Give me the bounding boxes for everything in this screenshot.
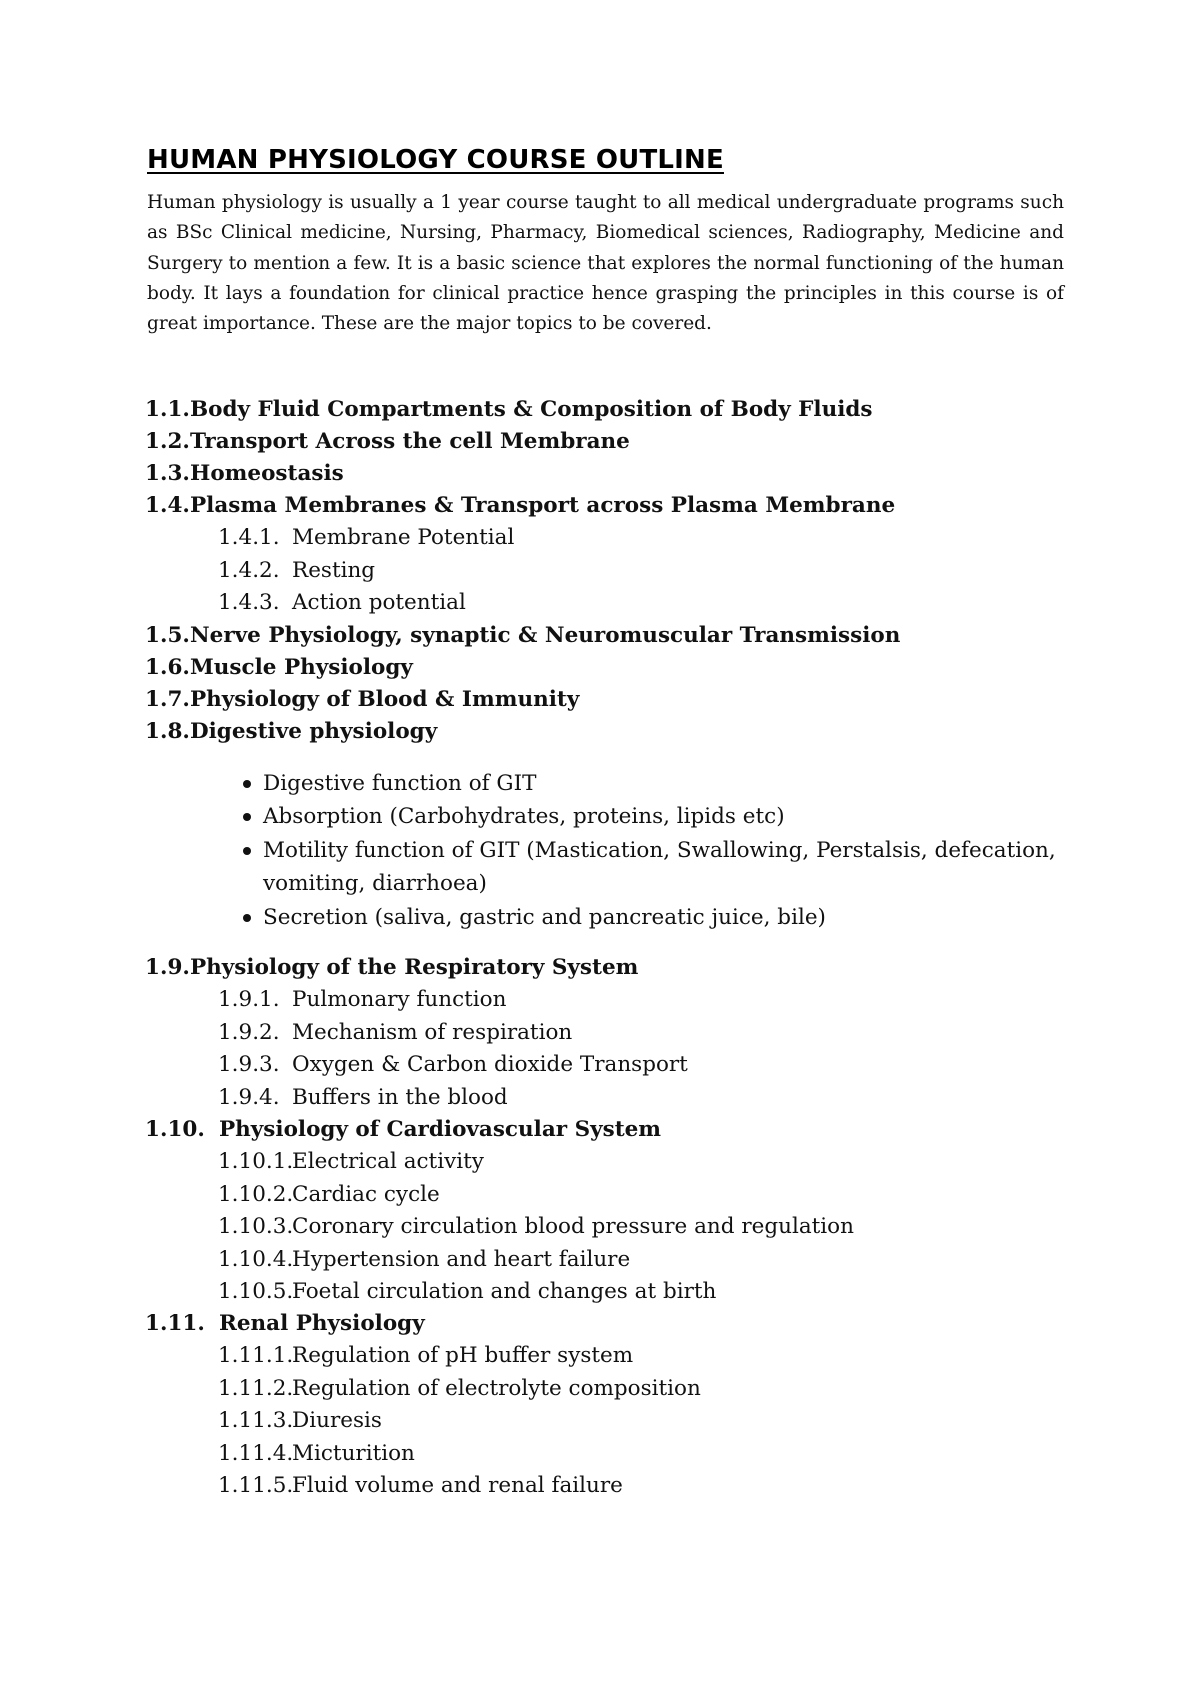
subtopic-label: Action potential bbox=[292, 590, 466, 615]
topic-number: 1.4. bbox=[145, 493, 190, 518]
topic-label: Plasma Membranes & Transport across Plasma Membrane bbox=[190, 493, 896, 518]
subtopic-number: 1.9.4. bbox=[218, 1085, 280, 1110]
bullet-icon bbox=[243, 813, 251, 821]
topic-number: 1.5. bbox=[145, 623, 190, 648]
subtopic-label: Regulation of pH buffer system bbox=[292, 1343, 634, 1368]
subtopic-number: 1.9.3. bbox=[218, 1052, 280, 1077]
topic-label: Physiology of the Respiratory System bbox=[190, 955, 639, 980]
topic-number: 1.10. bbox=[145, 1117, 205, 1142]
subtopic-label: Coronary circulation blood pressure and regulation bbox=[292, 1214, 854, 1239]
topic-label: Nerve Physiology, synaptic & Neuromuscular Transmission bbox=[190, 623, 901, 648]
subtopic-label: Resting bbox=[292, 558, 376, 583]
subtopic-number: 1.4.2. bbox=[218, 558, 280, 583]
subtopic-number: 1.4.1. bbox=[218, 525, 280, 550]
page-title: HUMAN PHYSIOLOGY COURSE OUTLINE bbox=[147, 145, 724, 175]
topic-label: Body Fluid Compartments & Composition of Body Fluids bbox=[190, 397, 873, 422]
topic-number: 1.6. bbox=[145, 655, 190, 680]
topic-label: Digestive physiology bbox=[190, 719, 438, 744]
topic-label: Physiology of Blood & Immunity bbox=[190, 687, 580, 712]
subtopic-label: Oxygen & Carbon dioxide Transport bbox=[292, 1052, 688, 1077]
bullet-item bbox=[263, 800, 1063, 833]
subtopic-label: Mechanism of respiration bbox=[292, 1020, 573, 1045]
subtopic-label: Membrane Potential bbox=[292, 525, 515, 550]
bullet-icon bbox=[243, 914, 251, 922]
subtopic-number: 1.10.1. bbox=[218, 1149, 294, 1174]
subtopic-number: 1.11.4. bbox=[218, 1441, 294, 1466]
subtopic-number: 1.11.3. bbox=[218, 1408, 294, 1433]
subtopic-label: Fluid volume and renal failure bbox=[292, 1473, 623, 1498]
topic-label: Physiology of Cardiovascular System bbox=[219, 1117, 662, 1142]
topic-number: 1.2. bbox=[145, 429, 190, 454]
intro-paragraph: Human physiology is usually a 1 year course taught to all medical undergraduate programs such as BSc Clinical medicine, Nursing, Pharmacy, Biomedical sciences, Radiography, Medicine and Surgery to mention a few. It is a basic science that explores the normal functioning of the human body. It lays a foundation for clinical practice hence grasping the principles in this course is of great importance. These are the major topics to be covered. bbox=[147, 192, 1064, 335]
subtopic-label: Pulmonary function bbox=[292, 987, 507, 1012]
bullet-icon bbox=[243, 847, 251, 855]
topic-number: 1.1. bbox=[145, 397, 190, 422]
subtopic-number: 1.10.2. bbox=[218, 1182, 294, 1207]
subtopic-label: Buffers in the blood bbox=[292, 1085, 508, 1110]
topic-number: 1.11. bbox=[145, 1311, 205, 1336]
subtopic-number: 1.9.2. bbox=[218, 1020, 280, 1045]
topic-number: 1.7. bbox=[145, 687, 190, 712]
subtopic-number: 1.10.5. bbox=[218, 1279, 294, 1304]
topic-label: Muscle Physiology bbox=[190, 655, 413, 680]
subtopic-number: 1.11.1. bbox=[218, 1343, 294, 1368]
bullet-icon bbox=[243, 780, 251, 788]
bullet-item bbox=[263, 834, 1063, 900]
bullet-text: Motility function of GIT (Mastication, Swallowing, Perstalsis, defecation, vomiting, diarrhoea) bbox=[263, 838, 1056, 896]
topic-label: Transport Across the cell Membrane bbox=[190, 429, 630, 454]
topic-number: 1.3. bbox=[145, 461, 190, 486]
topic-number: 1.8. bbox=[145, 719, 190, 744]
subtopic-number: 1.9.1. bbox=[218, 987, 280, 1012]
subtopic-number: 1.11.2. bbox=[218, 1376, 294, 1401]
bullet-text: Secretion (saliva, gastric and pancreatic juice, bile) bbox=[263, 905, 826, 930]
subtopic-label: Hypertension and heart failure bbox=[292, 1247, 631, 1272]
subtopic-label: Foetal circulation and changes at birth bbox=[292, 1279, 717, 1304]
subtopic-label: Regulation of electrolyte composition bbox=[292, 1376, 701, 1401]
subtopic-number: 1.10.3. bbox=[218, 1214, 294, 1239]
subtopic-label: Electrical activity bbox=[292, 1149, 484, 1174]
subtopic-label: Diuresis bbox=[292, 1408, 382, 1433]
bullet-text: Digestive function of GIT bbox=[263, 771, 537, 796]
bullet-text: Absorption (Carbohydrates, proteins, lipids etc) bbox=[263, 804, 785, 829]
bullet-item bbox=[263, 767, 1063, 800]
bullet-item bbox=[263, 901, 1063, 934]
subtopic-label: Cardiac cycle bbox=[292, 1182, 440, 1207]
subtopic-number: 1.10.4. bbox=[218, 1247, 294, 1272]
topic-number: 1.9. bbox=[145, 955, 190, 980]
topic-label: Homeostasis bbox=[190, 461, 344, 486]
topic-label: Renal Physiology bbox=[219, 1311, 425, 1336]
subtopic-number: 1.11.5. bbox=[218, 1473, 294, 1498]
subtopic-number: 1.4.3. bbox=[218, 590, 280, 615]
subtopic-label: Micturition bbox=[292, 1441, 415, 1466]
